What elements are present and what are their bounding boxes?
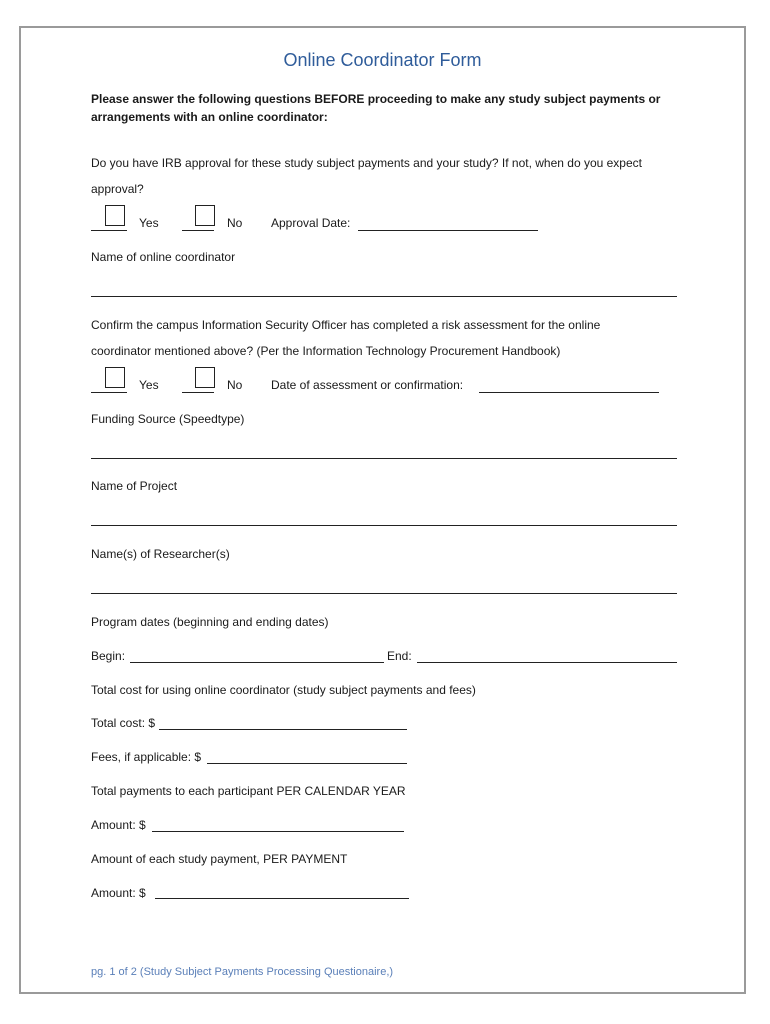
security-yes-label: Yes [139, 378, 159, 392]
security-no-underline [182, 392, 214, 393]
page-footer: pg. 1 of 2 (Study Subject Payments Processing Questionaire,) [91, 966, 394, 978]
project-label: Name of Project [91, 479, 178, 493]
funding-field[interactable] [91, 458, 677, 459]
total-cost-field[interactable] [159, 729, 407, 730]
form-title: Online Coordinator Form [283, 50, 482, 70]
security-yes-underline [91, 392, 127, 393]
fees-field[interactable] [207, 763, 407, 764]
begin-date-field[interactable] [130, 662, 384, 663]
irb-yes-label: Yes [139, 216, 159, 230]
payments-year-heading: Total payments to each participant PER CALENDAR YEAR [91, 784, 406, 798]
irb-question-line1: Do you have IRB approval for these study subject payments and your study? If not, when do you expect [91, 156, 642, 170]
irb-no-underline [182, 230, 214, 231]
amount-each-label: Amount: $ [91, 886, 146, 900]
security-question-line2: coordinator mentioned above? (Per the Information Technology Procurement Handbook) [91, 344, 561, 358]
irb-question-line2: approval? [91, 182, 144, 196]
security-yes-checkbox[interactable] [105, 367, 125, 388]
amount-each-field[interactable] [155, 898, 409, 899]
security-no-label: No [227, 378, 243, 392]
approval-date-field[interactable] [358, 230, 538, 231]
amount-year-label: Amount: $ [91, 818, 146, 832]
coordinator-name-label: Name of online coordinator [91, 250, 236, 264]
project-field[interactable] [91, 525, 677, 526]
irb-yes-underline [91, 230, 127, 231]
program-dates-label: Program dates (beginning and ending dates) [91, 615, 329, 629]
form-page [19, 26, 746, 994]
end-label: End: [387, 649, 412, 663]
end-date-field[interactable] [417, 662, 677, 663]
fees-label: Fees, if applicable: $ [91, 750, 202, 764]
form-intro: Please answer the following questions BEFORE proceeding to make any study subject payments or arrangements with an online coordinator: [91, 92, 661, 124]
irb-no-checkbox[interactable] [195, 205, 215, 226]
security-no-checkbox[interactable] [195, 367, 215, 388]
assessment-date-label: Date of assessment or confirmation: [271, 378, 464, 392]
irb-yes-checkbox[interactable] [105, 205, 125, 226]
amount-year-field[interactable] [152, 831, 404, 832]
begin-label: Begin: [91, 649, 126, 663]
coordinator-name-field[interactable] [91, 296, 677, 297]
assessment-date-field[interactable] [479, 392, 659, 393]
security-question-line1: Confirm the campus Information Security Officer has completed a risk assessment for the online [91, 318, 601, 332]
total-cost-heading: Total cost for using online coordinator (study subject payments and fees) [91, 683, 476, 697]
researchers-label: Name(s) of Researcher(s) [91, 547, 230, 561]
total-cost-label: Total cost: $ [91, 716, 156, 730]
payment-each-heading: Amount of each study payment, PER PAYMENT [91, 852, 348, 866]
researchers-field[interactable] [91, 593, 677, 594]
approval-date-label: Approval Date: [271, 216, 351, 230]
irb-no-label: No [227, 216, 243, 230]
funding-label: Funding Source (Speedtype) [91, 412, 245, 426]
